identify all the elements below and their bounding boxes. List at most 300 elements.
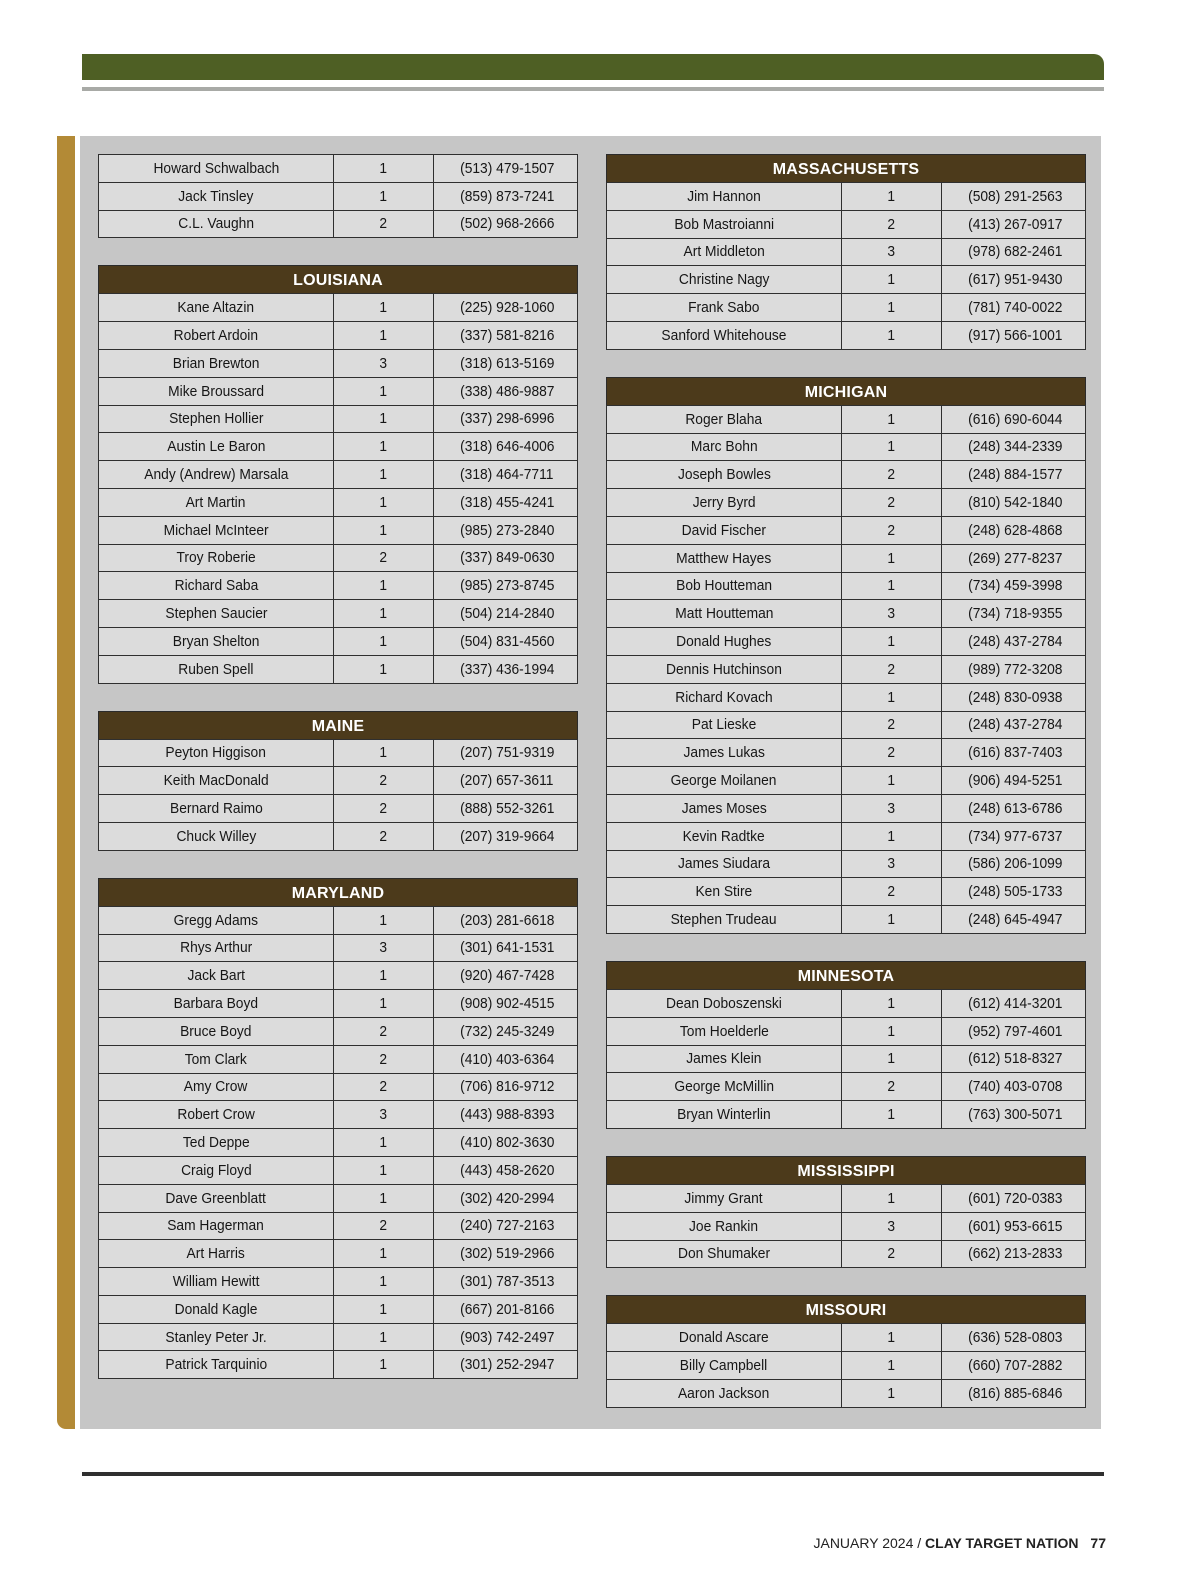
- contact-count-cell: [842, 1184, 942, 1212]
- state-header: MISSOURI: [606, 1295, 1086, 1323]
- contact-name-cell: [607, 516, 842, 544]
- contact-phone-cell: [942, 405, 1086, 433]
- table-row: [607, 294, 1086, 322]
- state-section: [606, 154, 1086, 350]
- state-section: [606, 1156, 1086, 1268]
- table-row: [607, 600, 1086, 628]
- contact-name-cell: [607, 405, 842, 433]
- contact-phone-cell: [434, 461, 578, 489]
- contact-phone: (207) 751-9319: [460, 744, 555, 762]
- contact-count: 3: [379, 939, 388, 957]
- contact-phone-cell: [942, 1352, 1086, 1380]
- contact-count: 1: [887, 1189, 896, 1207]
- contact-phone: (301) 252-2947: [460, 1356, 555, 1374]
- contact-phone-cell: [434, 1017, 578, 1045]
- state-header: MINNESOTA: [606, 961, 1086, 989]
- contact-name: Matthew Hayes: [676, 549, 772, 567]
- table-row: [607, 878, 1086, 906]
- contact-phone-cell: [942, 1045, 1086, 1073]
- contact-count: 1: [379, 744, 388, 762]
- contact-count: 1: [379, 1272, 388, 1290]
- page-footer: [813, 1535, 1106, 1551]
- contact-phone: (504) 831-4560: [460, 632, 555, 650]
- contact-name: Sanford Whitehouse: [661, 326, 787, 344]
- contact-count: 1: [887, 772, 896, 790]
- state-header: MICHIGAN: [606, 377, 1086, 405]
- contact-name-cell: [99, 516, 334, 544]
- contact-count-cell: [334, 1212, 434, 1240]
- contact-phone-cell: [942, 210, 1086, 238]
- contact-count: 1: [379, 1161, 388, 1179]
- contact-name-cell: [99, 182, 334, 210]
- contact-count-cell: [842, 989, 942, 1017]
- contact-name: Marc Bohn: [690, 438, 758, 456]
- table-row: [99, 1212, 578, 1240]
- header-accent-bar: [82, 54, 1104, 80]
- contact-name-cell: [607, 238, 842, 266]
- contact-name-cell: [607, 1240, 842, 1268]
- contact-count: 3: [887, 799, 896, 817]
- contact-count-cell: [842, 321, 942, 349]
- contact-phone: (586) 206-1099: [968, 855, 1063, 873]
- table-row: [607, 489, 1086, 517]
- contact-name-cell: [99, 795, 334, 823]
- contact-name: Gregg Adams: [173, 911, 259, 929]
- contact-phone: (248) 830-0938: [968, 688, 1063, 706]
- contact-name: Robert Crow: [177, 1106, 255, 1124]
- table-row: [607, 1101, 1086, 1129]
- contact-phone-cell: [942, 711, 1086, 739]
- contact-name-cell: [607, 655, 842, 683]
- contact-count: 2: [887, 744, 896, 762]
- contact-count: 1: [887, 994, 896, 1012]
- contact-name-cell: [607, 878, 842, 906]
- table-row: [99, 739, 578, 767]
- table-row: [99, 906, 578, 934]
- contact-count-cell: [334, 1017, 434, 1045]
- contact-phone-cell: [942, 878, 1086, 906]
- contact-phone: (662) 213-2833: [968, 1245, 1063, 1263]
- contact-name-cell: [607, 210, 842, 238]
- contact-count: 1: [379, 995, 388, 1013]
- state-header: MISSISSIPPI: [606, 1156, 1086, 1184]
- contact-count-cell: [334, 627, 434, 655]
- contact-count: 1: [887, 1384, 896, 1402]
- contact-name-cell: [99, 1073, 334, 1101]
- contact-count: 2: [379, 827, 388, 845]
- contact-count: 1: [887, 688, 896, 706]
- table-row: [99, 1156, 578, 1184]
- left-column: [98, 154, 578, 1406]
- table-row: [99, 1129, 578, 1157]
- contact-phone-cell: [942, 1017, 1086, 1045]
- contact-phone-cell: [434, 906, 578, 934]
- contact-name-cell: [607, 600, 842, 628]
- contact-phone: (337) 298-6996: [460, 410, 555, 428]
- contact-name-cell: [99, 655, 334, 683]
- state-header: MARYLAND: [98, 878, 578, 906]
- contact-name: Frank Sabo: [688, 299, 760, 317]
- contact-name: Dennis Hutchinson: [666, 660, 782, 678]
- contact-phone: (502) 968-2666: [460, 215, 555, 233]
- contact-name-cell: [607, 739, 842, 767]
- contact-name-cell: [607, 1212, 842, 1240]
- right-column: [606, 154, 1086, 1435]
- table-row: [99, 1184, 578, 1212]
- contact-name-cell: [607, 1324, 842, 1352]
- contact-name: Dave Greenblatt: [165, 1189, 267, 1207]
- table-row: [607, 711, 1086, 739]
- table-row: [99, 544, 578, 572]
- contact-phone-cell: [942, 321, 1086, 349]
- contact-count: 2: [887, 1078, 896, 1096]
- contact-count-cell: [842, 767, 942, 795]
- contact-name: Peyton Higgison: [165, 744, 267, 762]
- contact-name-cell: [99, 377, 334, 405]
- contact-name: Donald Ascare: [679, 1329, 769, 1347]
- contact-phone: (248) 645-4947: [968, 911, 1063, 929]
- contact-phone: (985) 273-8745: [460, 577, 555, 595]
- contact-name: Kevin Radtke: [682, 827, 766, 845]
- contact-count-cell: [334, 795, 434, 823]
- contact-count-cell: [842, 1045, 942, 1073]
- contact-count-cell: [334, 155, 434, 183]
- contact-phone-cell: [942, 238, 1086, 266]
- contact-name-cell: [607, 906, 842, 934]
- table-row: [607, 321, 1086, 349]
- table-row: [607, 655, 1086, 683]
- contact-name-cell: [99, 461, 334, 489]
- contact-count: 2: [887, 466, 896, 484]
- contact-name-cell: [607, 1017, 842, 1045]
- contact-count-cell: [842, 266, 942, 294]
- table-row: [99, 795, 578, 823]
- table-row: [607, 1184, 1086, 1212]
- contact-count-cell: [334, 516, 434, 544]
- contact-phone: (732) 245-3249: [460, 1022, 555, 1040]
- contact-count-cell: [842, 794, 942, 822]
- contact-phone-cell: [434, 795, 578, 823]
- contact-phone: (318) 464-7711: [460, 466, 554, 484]
- contact-phone-cell: [942, 767, 1086, 795]
- table-row: [99, 210, 578, 238]
- contact-name: Austin Le Baron: [166, 438, 266, 456]
- contact-phone-cell: [434, 155, 578, 183]
- contact-phone-cell: [942, 1101, 1086, 1129]
- contact-phone: (443) 988-8393: [460, 1106, 555, 1124]
- contact-count-cell: [334, 1184, 434, 1212]
- contact-name: Brian Brewton: [172, 354, 260, 372]
- contact-phone-cell: [942, 822, 1086, 850]
- contact-phone-cell: [434, 377, 578, 405]
- contact-name-cell: [607, 683, 842, 711]
- contact-count-cell: [334, 655, 434, 683]
- table-row: [99, 1045, 578, 1073]
- contact-count-cell: [334, 377, 434, 405]
- contact-name-cell: [99, 1295, 334, 1323]
- contact-phone: (989) 772-3208: [968, 660, 1063, 678]
- contact-count: 1: [887, 911, 896, 929]
- contact-name-cell: [99, 1129, 334, 1157]
- contact-count: 2: [887, 215, 896, 233]
- contact-name-cell: [99, 572, 334, 600]
- table-row: [99, 461, 578, 489]
- contact-phone: (906) 494-5251: [968, 772, 1063, 790]
- contact-name: Art Middleton: [683, 243, 765, 261]
- table-row: [99, 934, 578, 962]
- contact-name-cell: [99, 155, 334, 183]
- contact-name: Bob Mastroianni: [674, 215, 774, 233]
- contact-name-cell: [99, 934, 334, 962]
- contact-phone: (248) 505-1733: [968, 883, 1063, 901]
- contact-phone-cell: [434, 739, 578, 767]
- contact-name: Howard Schwalbach: [153, 159, 279, 177]
- contact-name: Barbara Boyd: [173, 995, 259, 1013]
- contact-name: Bob Houtteman: [676, 577, 772, 595]
- contact-count: 3: [379, 354, 388, 372]
- contact-name-cell: [607, 989, 842, 1017]
- contact-name: Rhys Arthur: [179, 939, 253, 957]
- contact-name-cell: [99, 600, 334, 628]
- contact-count-cell: [334, 1101, 434, 1129]
- contact-phone-cell: [942, 1073, 1086, 1101]
- table-row: [607, 906, 1086, 934]
- contact-phone: (859) 873-7241: [460, 187, 555, 205]
- contact-phone-cell: [434, 572, 578, 600]
- contact-name: Andy (Andrew) Marsala: [143, 466, 289, 484]
- contact-name: Don Shumaker: [677, 1245, 771, 1263]
- table-row: [99, 405, 578, 433]
- contact-phone: (920) 467-7428: [460, 967, 555, 985]
- contact-count: 1: [379, 660, 388, 678]
- contact-phone: (903) 742-2497: [460, 1328, 555, 1346]
- contact-phone: (908) 902-4515: [460, 995, 555, 1013]
- contact-phone-cell: [942, 1379, 1086, 1407]
- contact-phone: (952) 797-4601: [968, 1022, 1063, 1040]
- contact-count-cell: [842, 906, 942, 934]
- contact-count-cell: [334, 1295, 434, 1323]
- contact-name: James Moses: [681, 799, 767, 817]
- table-row: [99, 962, 578, 990]
- contact-name: Stephen Saucier: [164, 605, 268, 623]
- contact-count: 1: [887, 299, 896, 317]
- contact-name: Patrick Tarquinio: [165, 1356, 267, 1374]
- contact-phone-cell: [434, 600, 578, 628]
- contact-phone: (248) 344-2339: [968, 438, 1063, 456]
- contact-count: 1: [379, 299, 388, 317]
- contact-count-cell: [334, 739, 434, 767]
- contact-count: 2: [379, 1022, 388, 1040]
- contact-phone: (338) 486-9887: [460, 382, 555, 400]
- contact-phone: (302) 420-2994: [460, 1189, 555, 1207]
- table-row: [607, 266, 1086, 294]
- contact-name-cell: [99, 433, 334, 461]
- contact-name: George Moilanen: [671, 772, 777, 790]
- contact-count: 2: [887, 660, 896, 678]
- contact-count-cell: [842, 1101, 942, 1129]
- contact-count-cell: [334, 572, 434, 600]
- contact-count: 3: [887, 605, 896, 623]
- contact-phone-cell: [942, 989, 1086, 1017]
- contact-count: 1: [887, 1050, 896, 1068]
- contact-phone-cell: [942, 1212, 1086, 1240]
- contact-phone: (740) 403-0708: [968, 1078, 1063, 1096]
- contact-name-cell: [99, 822, 334, 850]
- contact-name-cell: [99, 767, 334, 795]
- contact-phone: (504) 214-2840: [460, 605, 555, 623]
- contact-name-cell: [607, 1073, 842, 1101]
- contact-name-cell: [99, 1101, 334, 1129]
- header-rule: [82, 87, 1104, 91]
- contact-phone: (240) 727-2163: [460, 1217, 555, 1235]
- contact-count-cell: [334, 1323, 434, 1351]
- contact-count-cell: [842, 210, 942, 238]
- contact-count: 2: [379, 215, 388, 233]
- contact-name: Michael McInteer: [163, 521, 269, 539]
- contact-phone-cell: [942, 850, 1086, 878]
- state-section: [606, 377, 1086, 934]
- contact-name: Amy Crow: [184, 1078, 248, 1096]
- contact-name: Richard Saba: [174, 577, 258, 595]
- contact-phone-cell: [942, 266, 1086, 294]
- contact-name: Mike Broussard: [168, 382, 264, 400]
- table-row: [607, 572, 1086, 600]
- contact-count: 3: [887, 243, 896, 261]
- contact-count-cell: [842, 739, 942, 767]
- contact-name: Jack Tinsley: [178, 187, 254, 205]
- contact-name-cell: [99, 1045, 334, 1073]
- table-row: [99, 1017, 578, 1045]
- contact-name: Pat Lieske: [691, 716, 757, 734]
- table-row: [99, 1073, 578, 1101]
- contact-name: Jack Bart: [187, 967, 245, 985]
- contact-phone: (410) 802-3630: [460, 1134, 555, 1151]
- contact-phone-cell: [942, 655, 1086, 683]
- contact-phone-cell: [942, 461, 1086, 489]
- contact-name: Billy Campbell: [680, 1356, 768, 1374]
- contact-name-cell: [99, 322, 334, 350]
- contact-phone: (248) 628-4868: [968, 521, 1063, 539]
- contact-phone: (706) 816-9712: [460, 1078, 555, 1096]
- contact-name-cell: [607, 794, 842, 822]
- contact-name-cell: [607, 321, 842, 349]
- contact-table: [98, 906, 578, 1380]
- contact-name-cell: [99, 405, 334, 433]
- contact-count-cell: [334, 1156, 434, 1184]
- table-row: [607, 1324, 1086, 1352]
- contact-name-cell: [99, 906, 334, 934]
- contact-phone-cell: [434, 1129, 578, 1157]
- contact-phone-cell: [434, 1073, 578, 1101]
- table-row: [607, 794, 1086, 822]
- contact-name-cell: [99, 1212, 334, 1240]
- table-row: [99, 294, 578, 322]
- contact-name-cell: [99, 962, 334, 990]
- contact-phone: (413) 267-0917: [968, 215, 1063, 233]
- contact-count-cell: [334, 1073, 434, 1101]
- contact-phone: (443) 458-2620: [460, 1161, 555, 1179]
- contact-name-cell: [607, 767, 842, 795]
- contact-count: 2: [379, 772, 388, 790]
- contact-count-cell: [842, 1379, 942, 1407]
- contact-name: George McMillin: [674, 1078, 774, 1096]
- contact-count-cell: [334, 934, 434, 962]
- contact-name: Tom Clark: [184, 1050, 248, 1068]
- contact-phone: (978) 682-2461: [968, 243, 1063, 261]
- contact-count: 1: [887, 187, 896, 205]
- contact-count-cell: [334, 767, 434, 795]
- contact-count: 1: [379, 521, 388, 539]
- contact-phone-cell: [434, 1101, 578, 1129]
- state-section: [98, 711, 578, 851]
- contact-name: Bryan Shelton: [172, 632, 260, 650]
- table-row: [607, 1212, 1086, 1240]
- contact-name: James Klein: [686, 1050, 762, 1068]
- contact-phone: (917) 566-1001: [968, 326, 1063, 344]
- contact-count: 1: [379, 493, 388, 511]
- contact-name-cell: [607, 461, 842, 489]
- contact-table: [606, 1323, 1086, 1407]
- contact-phone-cell: [434, 322, 578, 350]
- contact-table: [98, 154, 578, 238]
- contact-count: 1: [379, 438, 388, 456]
- contact-name-cell: [607, 544, 842, 572]
- contact-name-cell: [99, 1240, 334, 1268]
- contact-count-cell: [842, 600, 942, 628]
- contact-phone: (810) 542-1840: [968, 494, 1063, 512]
- contact-count: 1: [379, 632, 388, 650]
- contact-name-cell: [607, 1352, 842, 1380]
- table-row: [607, 433, 1086, 461]
- table-row: [99, 488, 578, 516]
- contact-phone-cell: [434, 1184, 578, 1212]
- contact-phone: (318) 646-4006: [460, 438, 555, 456]
- contact-name-cell: [99, 739, 334, 767]
- state-section: [98, 878, 578, 1380]
- contact-phone: (601) 953-6615: [968, 1217, 1063, 1235]
- page-number: 77: [1090, 1535, 1106, 1551]
- contact-name: Ted Deppe: [182, 1134, 250, 1151]
- contact-name-cell: [99, 210, 334, 238]
- contact-count: 1: [379, 1134, 388, 1151]
- table-row: [607, 1379, 1086, 1407]
- contact-count: 2: [379, 800, 388, 818]
- contact-name: Art Harris: [186, 1245, 246, 1263]
- table-row: [99, 516, 578, 544]
- contact-table: [606, 989, 1086, 1129]
- contact-name: Jim Hannon: [687, 187, 761, 205]
- contact-name: Donald Hughes: [676, 633, 772, 651]
- contact-phone: (302) 519-2966: [460, 1245, 555, 1263]
- table-row: [607, 822, 1086, 850]
- contact-count: 2: [887, 494, 896, 512]
- contact-phone-cell: [942, 183, 1086, 211]
- table-row: [607, 1240, 1086, 1268]
- contact-phone: (337) 849-0630: [460, 549, 555, 567]
- contact-phone: (337) 436-1994: [460, 660, 555, 678]
- contact-count: 1: [379, 911, 388, 929]
- contact-count-cell: [842, 1352, 942, 1380]
- contact-count: 1: [887, 633, 896, 651]
- contact-count-cell: [334, 433, 434, 461]
- contact-name-cell: [607, 183, 842, 211]
- contact-count: 1: [887, 271, 896, 289]
- table-row: [607, 1073, 1086, 1101]
- contact-count-cell: [334, 962, 434, 990]
- state-header: MAINE: [98, 711, 578, 739]
- contact-count: 1: [887, 1106, 896, 1123]
- table-row: [99, 990, 578, 1018]
